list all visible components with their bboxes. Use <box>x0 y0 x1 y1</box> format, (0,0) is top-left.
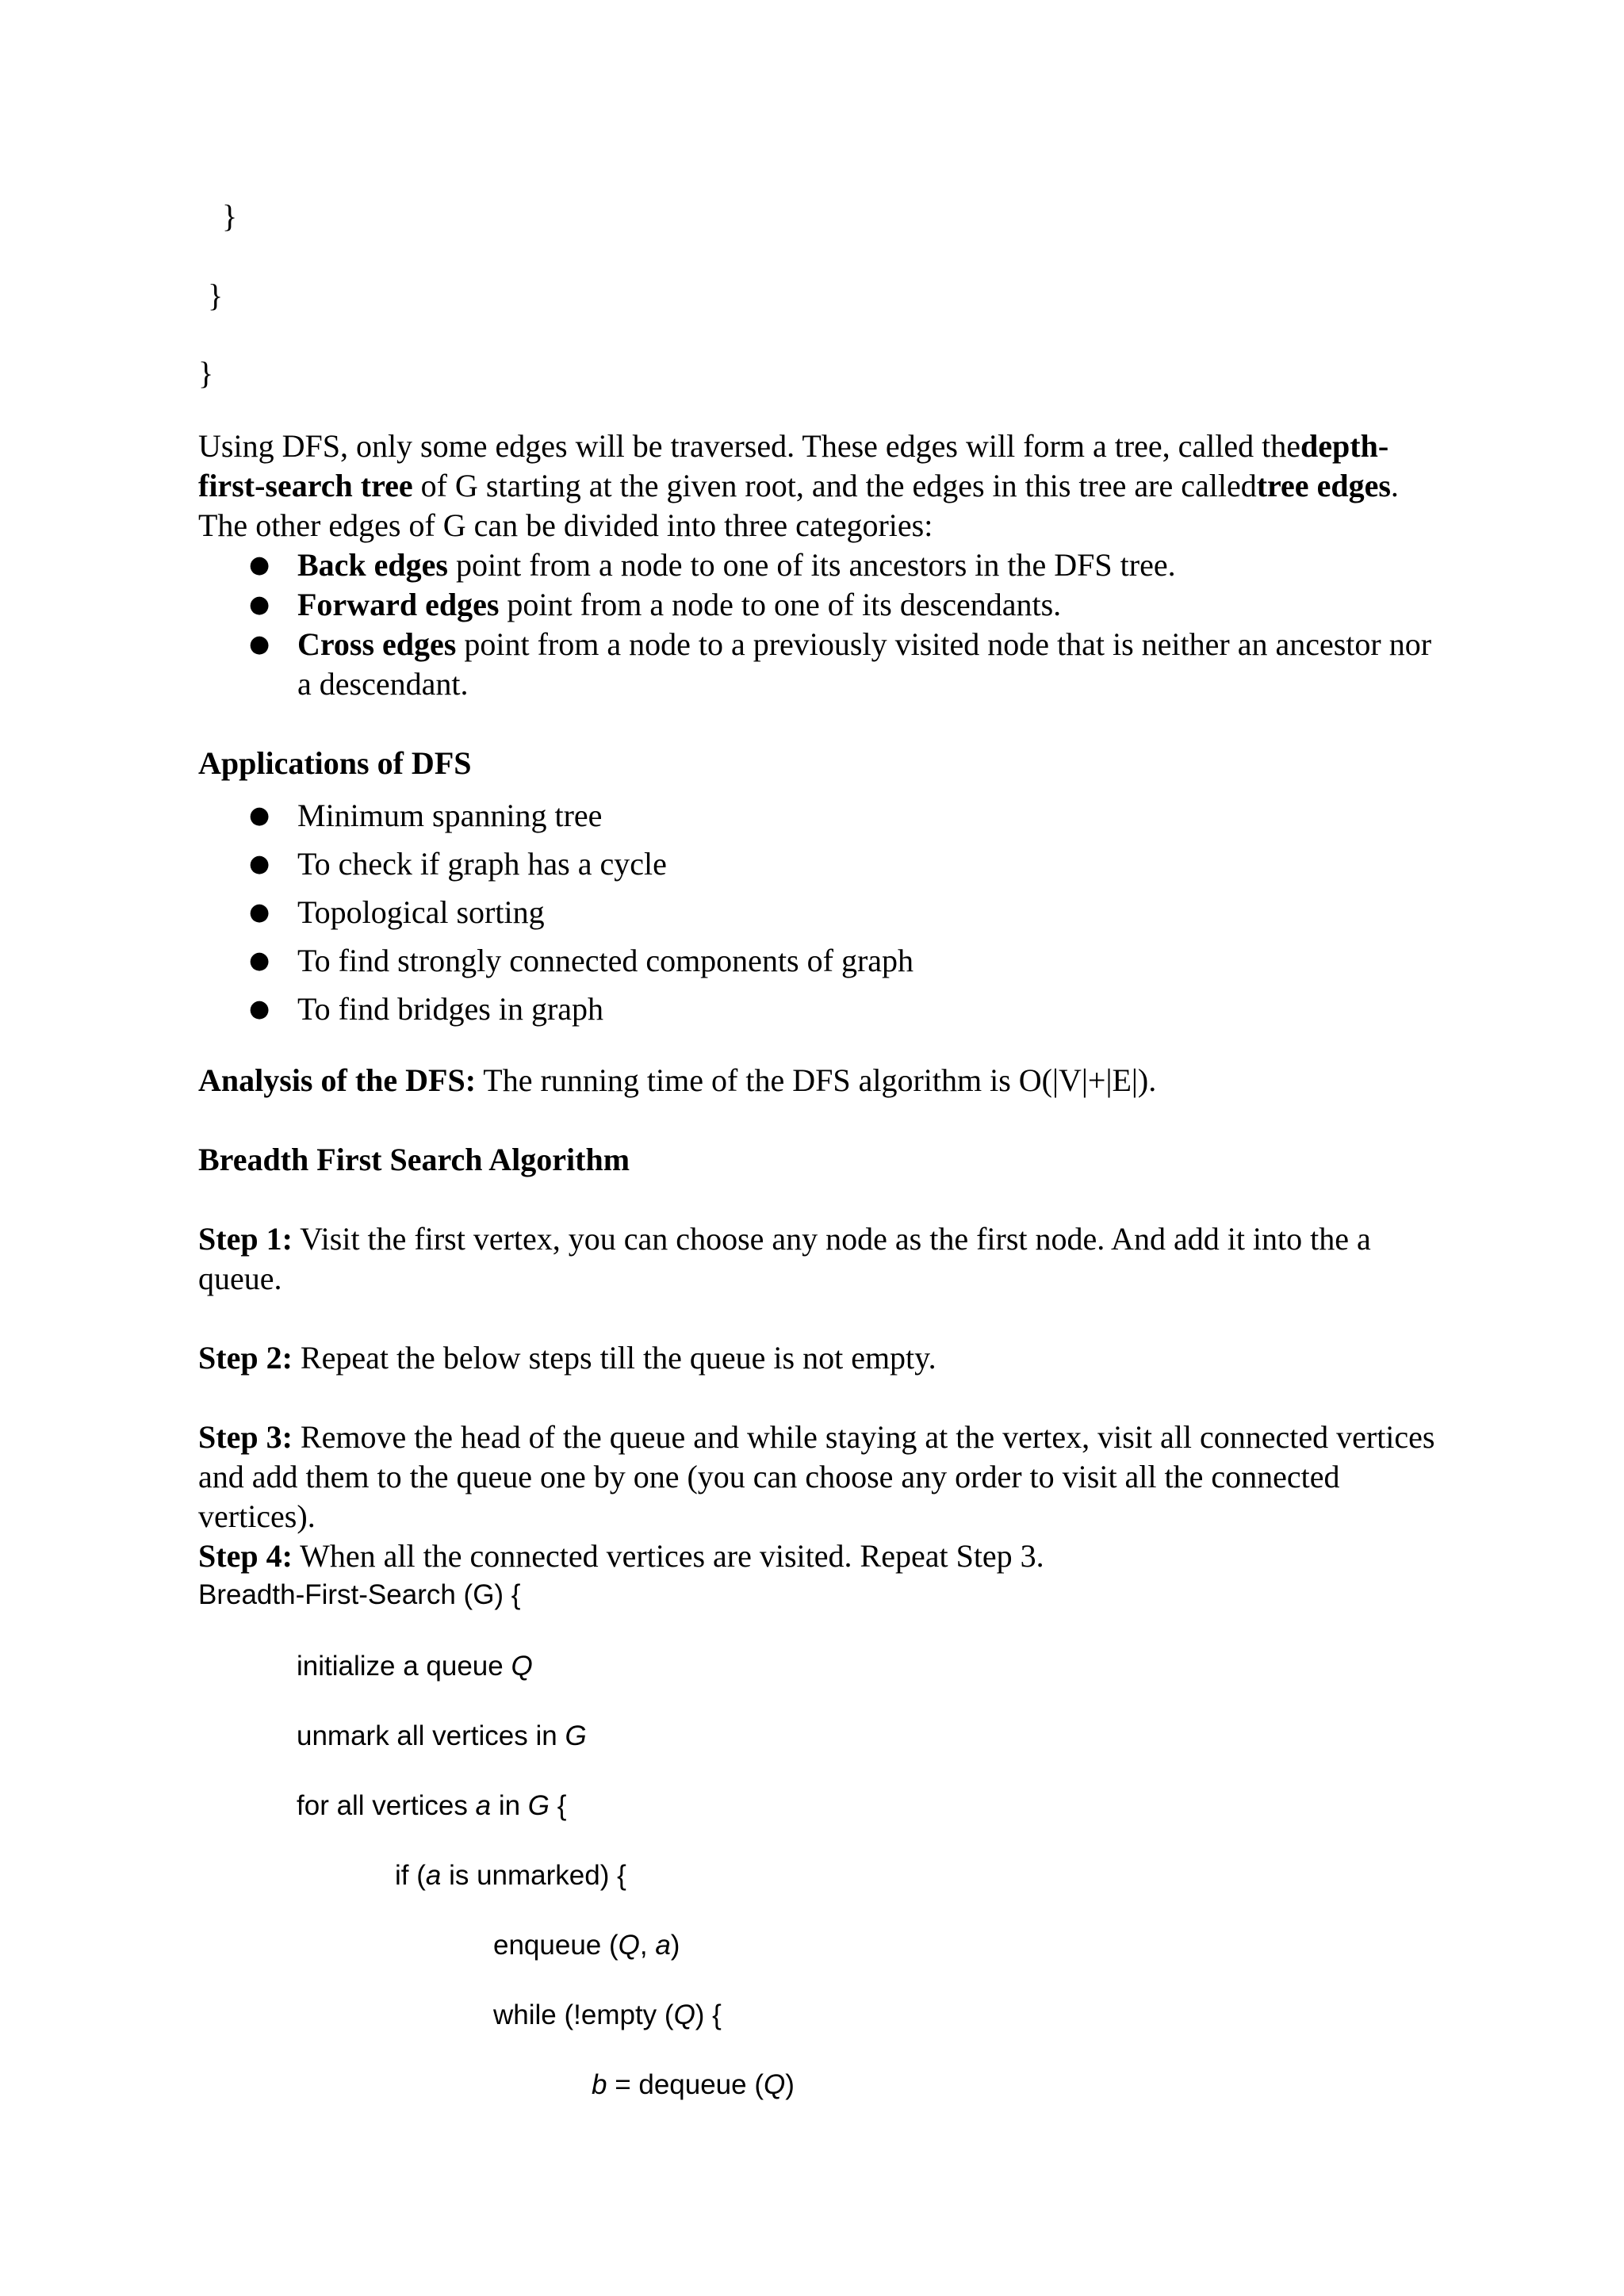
bullet-icon: ● <box>249 802 270 829</box>
list-item: ● Topological sorting <box>198 888 1435 936</box>
applications-list <box>198 791 1435 1033</box>
section-heading: Breadth First Search Algorithm <box>198 1142 630 1177</box>
bfs-step: Step 4: When all the connected vertices are visited. Repeat Step 3. <box>198 1538 1044 1574</box>
bullet-icon: ● <box>249 898 270 926</box>
closing-brace: } <box>208 277 224 313</box>
section-heading: Applications of DFS <box>198 745 472 781</box>
bullet-icon: ● <box>249 850 270 878</box>
list-item: ● To check if graph has a cycle <box>198 840 1435 888</box>
code-line: enqueue (Q, a) <box>493 1930 680 1961</box>
bullet-icon: ● <box>249 591 270 618</box>
bullet-icon: ● <box>249 947 270 974</box>
code-line: if (a is unmarked) { <box>395 1860 626 1891</box>
analysis-paragraph: Analysis of the DFS: The running time of the DFS algorithm is O(|V|+|E|). <box>198 1062 1157 1098</box>
closing-brace: } <box>198 355 214 391</box>
bfs-step: Step 3: Remove the head of the queue and while staying at the vertex, visit all connected vertices and add them to the queue one by one (you can choose any order to visit all the connected vertices). <box>198 1419 1435 1534</box>
bfs-step: Step 1: Visit the first vertex, you can choose any node as the first node. And add it into the a queue. <box>198 1221 1371 1296</box>
list-item: ● Forward edges point from a node to one of its descendants. <box>198 585 1435 625</box>
code-line: b = dequeue (Q) <box>592 2069 795 2100</box>
list-item: ● To find strongly connected components of graph <box>198 936 1435 985</box>
code-line: while (!empty (Q) { <box>493 1999 722 2030</box>
code-line: for all vertices a in G { <box>297 1790 567 1821</box>
list-item: ● Back edges point from a node to one of its ancestors in the DFS tree. <box>198 545 1435 585</box>
term-tree-edges: tree edges <box>1256 468 1391 503</box>
closing-brace: } <box>222 198 238 234</box>
bullet-icon: ● <box>249 630 270 658</box>
code-line: Breadth-First-Search (G) { <box>198 1579 521 1610</box>
bullet-icon: ● <box>249 995 270 1023</box>
term-dfs-tree: depth-first-search tree <box>198 428 1389 503</box>
list-item: ● To find bridges in graph <box>198 985 1435 1033</box>
code-line: initialize a queue Q <box>297 1651 533 1682</box>
code-line: unmark all vertices in G <box>297 1720 587 1751</box>
bfs-step: Step 2: Repeat the below steps till the queue is not empty. <box>198 1340 936 1376</box>
bullet-icon: ● <box>249 551 270 579</box>
list-item: ● Cross edges point from a node to a previously visited node that is neither an ancestor nor a descendant. <box>249 626 1432 702</box>
list-item: ● Minimum spanning tree <box>198 791 1435 840</box>
edge-category-list <box>198 545 1435 704</box>
dfs-intro-paragraph: Using DFS, only some edges will be traversed. These edges will form a tree, called thedepth-first-search tree of G starting at the given root, and the edges in this tree are calledtree edges. The other edges of G can be divided into three categories: <box>198 428 1399 543</box>
